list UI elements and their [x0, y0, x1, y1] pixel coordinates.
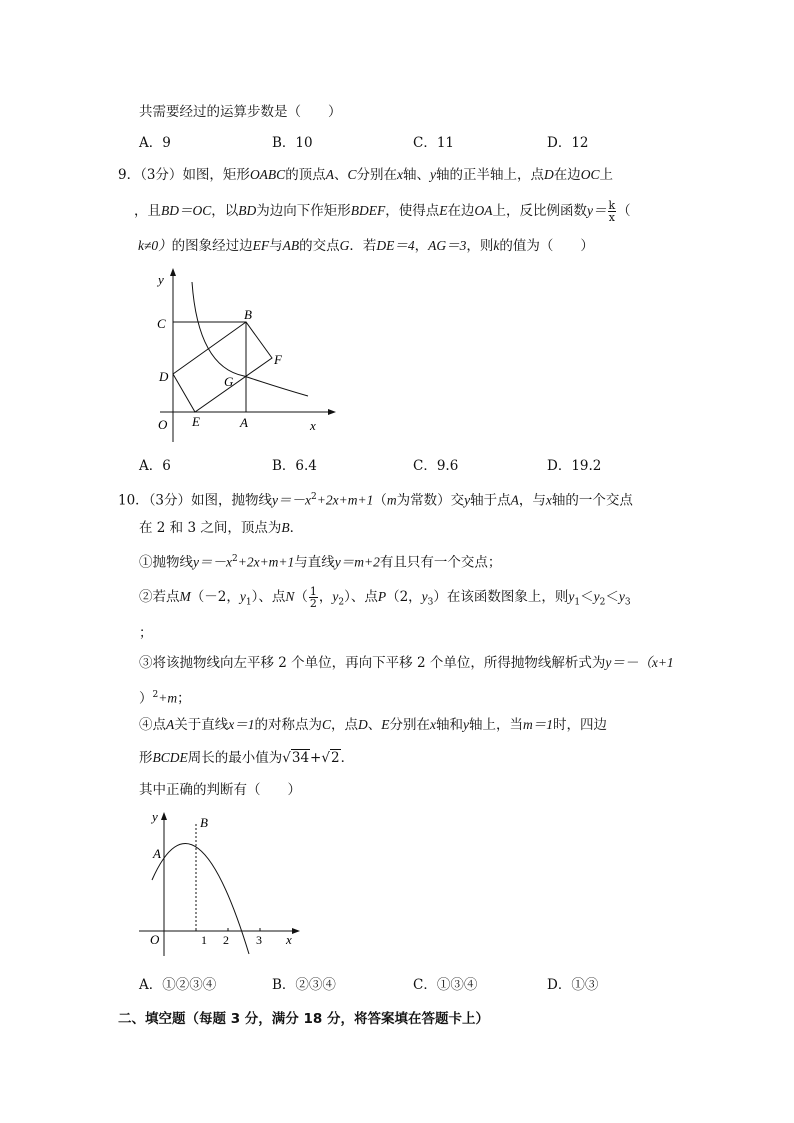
q9-option-a[interactable]: A．6: [139, 458, 171, 474]
q9-label-O: O: [158, 417, 168, 432]
one-half-fraction: $\frac{1}{2}$: [309, 585, 317, 610]
q9-label-G: G: [224, 374, 234, 389]
q8-option-c[interactable]: C．11: [413, 135, 455, 151]
q10-label-3: 3: [256, 933, 262, 947]
q10-label-B: B: [200, 815, 208, 830]
q10-label-x: x: [286, 932, 292, 947]
q10-statement-3-end: ）$^2$+m；: [139, 690, 191, 707]
q10-statement-2: ②若点M（－2，$y_1$）、点N（ $\frac{1}{2}$ ，$y_2$）、点P（2，$y_3$）在该函数图象上，则$y_1<y_2<y_3$: [139, 585, 631, 610]
q10-option-c[interactable]: C．①③④: [413, 977, 478, 993]
q9-option-d[interactable]: D．19.2: [547, 458, 602, 474]
q10-statement-4: ④点A关于直线x＝1的对称点为C，点D、E分别在x轴和y轴上，当m＝1时，四边: [139, 717, 608, 733]
q8-option-d[interactable]: D．12: [547, 135, 589, 151]
q9-label-F: F: [274, 352, 282, 367]
q9-stem-line2: ，且BD＝OC，以BD为边向下作矩形BDEF，使得点E在边OA上，反比例函数y＝ $\frac{k}{x}$ （: [134, 199, 631, 224]
q10-statement-1: ①抛物线$y=-x^2+2x+m+1$与直线y＝m+2有且只有一个交点；: [139, 554, 502, 571]
q10-figure: [134, 806, 304, 966]
q8-option-b[interactable]: B．10: [272, 135, 313, 151]
k-over-x-fraction: $\frac{k}{x}$: [608, 199, 616, 224]
q10-stem-line1: 10．（3分）如图，抛物线$y=-x^2+2x+m+1(m$为常数）交y轴于点A，与x轴的一个交点: [118, 492, 633, 509]
q9-option-c[interactable]: C．9.6: [413, 458, 459, 474]
q10-label-1: 1: [201, 933, 207, 947]
q10-label-2: 2: [223, 933, 229, 947]
q10-stem-line2: 在 2 和 3 之间，顶点为B．: [139, 520, 304, 536]
q10-prompt: 其中正确的判断有（ ）: [139, 782, 301, 798]
q9-label-C: C: [157, 316, 166, 331]
q9-label-y: y: [158, 272, 164, 287]
q9-rect-BDEF: [173, 322, 272, 412]
q9-figure: [140, 262, 340, 447]
q10-option-b[interactable]: B．②③④: [272, 977, 336, 993]
q8-stem-tail: 共需要经过的运算步数是（ ）: [139, 104, 342, 120]
q10-statement-3: ③将该抛物线向左平移 2 个单位，再向下平移 2 个单位，所得抛物线解析式为y＝－（x+1: [139, 655, 674, 671]
q10-option-a[interactable]: A．①②③④: [139, 977, 217, 993]
q10-label-A: A: [153, 846, 161, 861]
q9-label-D: D: [159, 369, 169, 384]
q10-option-d[interactable]: D．①③: [547, 977, 599, 993]
q8-option-a[interactable]: A．9: [139, 135, 171, 151]
q9-label-A: A: [240, 415, 248, 430]
q9-label-E: E: [192, 414, 200, 429]
q10-label-O: O: [150, 932, 160, 947]
q9-stem-line3: k≠0）的图象经过边EF与AB的交点G．若DE＝4，AG＝3，则k的值为（ ）: [138, 238, 594, 254]
q9-label-x: x: [310, 418, 316, 433]
q10-label-y: y: [152, 809, 158, 824]
q9-option-b[interactable]: B．6.4: [272, 458, 317, 474]
q9-label-B: B: [244, 307, 252, 322]
section-2-heading: 二、填空题（每题 3 分，满分 18 分，将答案填在答题卡上）: [118, 1011, 489, 1027]
q9-hyperbola-curve: [192, 282, 308, 396]
q10-statement-2-end: ；: [139, 625, 153, 641]
q10-statement-4-end: 形BCDE周长的最小值为√34+√2．: [139, 750, 355, 766]
q9-stem-line1: 9．（3分）如图，矩形OABC的顶点A、C分别在x轴、y轴的正半轴上，点D在边OC上: [118, 167, 613, 183]
